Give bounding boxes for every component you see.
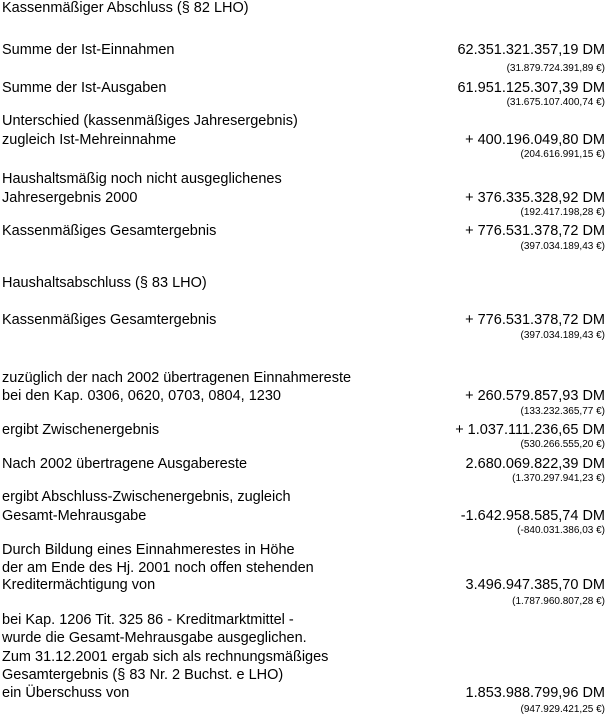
row-label: Summe der Ist-Einnahmen: [2, 42, 175, 58]
row-value-euro: (1.370.297.941,23 €): [512, 473, 605, 484]
row-value-euro: (-840.031.386,03 €): [517, 525, 605, 536]
row-value-euro: (31.675.107.400,74 €): [506, 97, 605, 108]
row-label: zuzüglich der nach 2002 übertragenen Einnahmereste: [2, 370, 352, 386]
section-heading-kassenabschluss: Kassenmäßiger Abschluss (§ 82 LHO): [2, 0, 249, 16]
row-label: Durch Bildung eines Einnahmerestes in Höhe: [2, 542, 295, 558]
row-value-dm: + 776.531.378,72 DM: [465, 312, 605, 328]
row-label: Nach 2002 übertragene Ausgabereste: [2, 456, 248, 472]
row-label: bei den Kap. 0306, 0620, 0703, 0804, 1230: [2, 388, 281, 404]
row-label: Jahresergebnis 2000: [2, 190, 138, 206]
row-value-euro: (397.034.189,43 €): [520, 241, 605, 252]
row-label: ein Überschuss von: [2, 685, 130, 701]
row-value-dm: -1.642.958.585,74 DM: [460, 508, 605, 524]
row-label: bei Kap. 1206 Tit. 325 86 - Kreditmarktmittel -: [2, 612, 294, 628]
row-label: Kassenmäßiges Gesamtergebnis: [2, 223, 217, 239]
row-value-euro: (204.616.991,15 €): [520, 149, 605, 160]
row-label: Unterschied (kassenmäßiges Jahresergebnis): [2, 113, 298, 129]
row-label: der am Ende des Hj. 2001 noch offen stehenden: [2, 560, 314, 576]
row-value-dm: + 1.037.111.236,65 DM: [455, 422, 605, 438]
row-label: wurde die Gesamt-Mehrausgabe ausgeglichen.: [2, 630, 307, 646]
row-label: zugleich Ist-Mehreinnahme: [2, 132, 177, 148]
row-label: Kassenmäßiges Gesamtergebnis: [2, 312, 217, 328]
row-value-euro: (947.929.421,25 €): [520, 704, 605, 715]
row-value-euro: (397.034.189,43 €): [520, 330, 605, 341]
section-heading-haushaltsabschluss: Haushaltsabschluss (§ 83 LHO): [2, 275, 207, 291]
row-value-euro: (1.787.960.807,28 €): [512, 596, 605, 607]
row-label: Zum 31.12.2001 ergab sich als rechnungsmäßiges: [2, 649, 329, 665]
row-value-dm: + 400.196.049,80 DM: [465, 132, 605, 148]
row-label: Kreditermächtigung von: [2, 577, 156, 593]
row-value-dm: 61.951.125.307,39 DM: [457, 80, 605, 96]
row-value-euro: (31.879.724.391,89 €): [506, 63, 605, 74]
row-value-dm: 2.680.069.822,39 DM: [465, 456, 605, 472]
row-value-dm: 62.351.321.357,19 DM: [457, 42, 605, 58]
row-value-euro: (530.266.555,20 €): [520, 439, 605, 450]
row-value-dm: 3.496.947.385,70 DM: [465, 577, 605, 593]
row-label: ergibt Zwischenergebnis: [2, 422, 160, 438]
row-value-dm: + 260.579.857,93 DM: [465, 388, 605, 404]
row-label: ergibt Abschluss-Zwischenergebnis, zugleich: [2, 489, 291, 505]
row-value-euro: (192.417.198,28 €): [520, 207, 605, 218]
row-value-dm: 1.853.988.799,96 DM: [465, 685, 605, 701]
row-value-dm: + 376.335.328,92 DM: [465, 190, 605, 206]
row-value-euro: (133.232.365,77 €): [520, 406, 605, 417]
row-label: Gesamt-Mehrausgabe: [2, 508, 147, 524]
row-label: Gesamtergebnis (§ 83 Nr. 2 Buchst. e LHO): [2, 667, 284, 683]
row-label: Haushaltsmäßig noch nicht ausgeglichenes: [2, 171, 282, 187]
row-value-dm: + 776.531.378,72 DM: [465, 223, 605, 239]
row-label: Summe der Ist-Ausgaben: [2, 80, 167, 96]
